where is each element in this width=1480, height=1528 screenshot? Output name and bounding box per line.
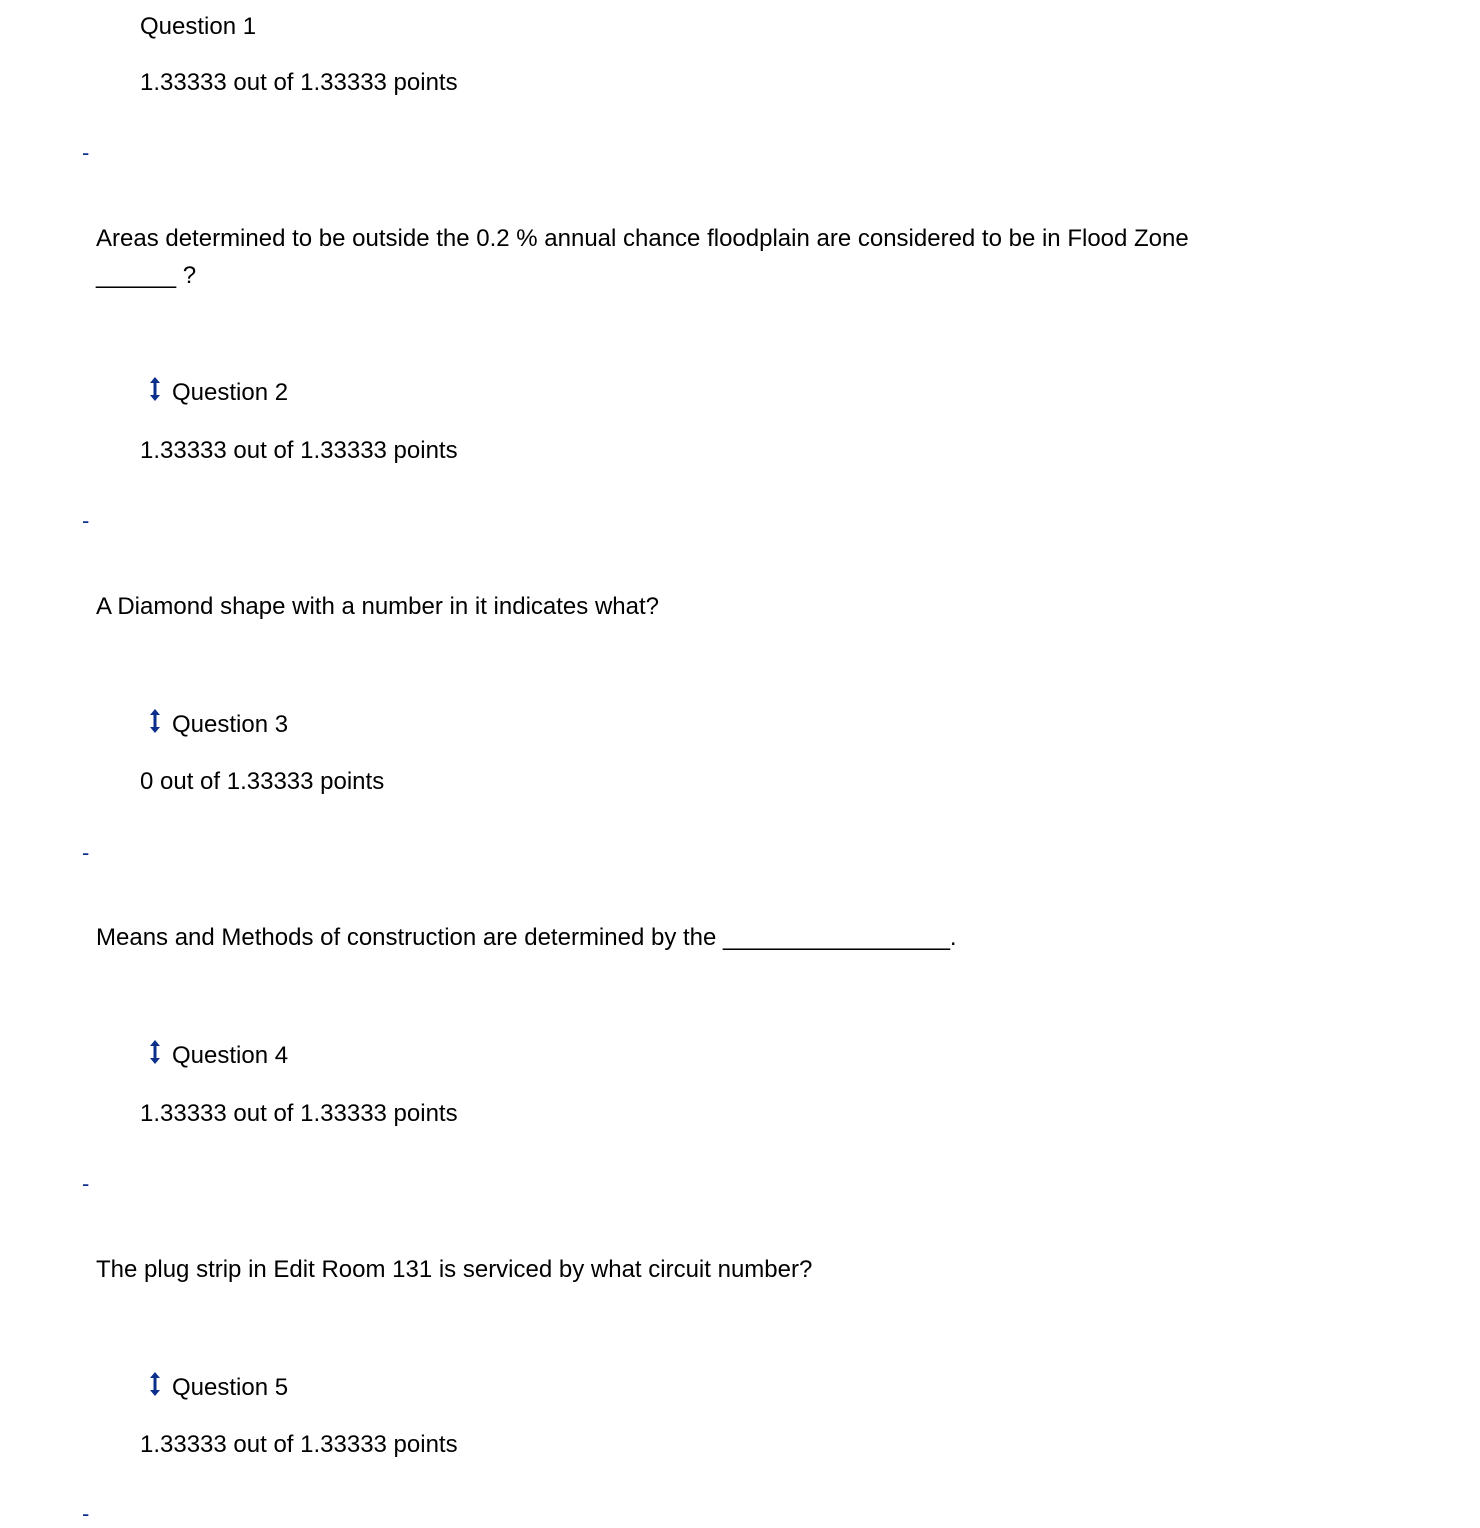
question-3-marker: - xyxy=(82,840,90,865)
question-4-text: The plug strip in Edit Room 131 is serviced by what circuit number? xyxy=(96,1256,813,1283)
question-1-points: 1.33333 out of 1.33333 points xyxy=(140,69,458,96)
vertical-arrows-icon[interactable] xyxy=(148,1371,162,1397)
question-5-points: 1.33333 out of 1.33333 points xyxy=(140,1431,458,1458)
question-2-header xyxy=(144,378,288,408)
question-4-points: 1.33333 out of 1.33333 points xyxy=(140,1100,458,1127)
question-2-text: A Diamond shape with a number in it indicates what? xyxy=(96,593,659,620)
question-3-points: 0 out of 1.33333 points xyxy=(140,768,385,795)
question-3-header xyxy=(144,710,288,740)
question-2-points: 1.33333 out of 1.33333 points xyxy=(140,437,458,464)
question-4-title: Question 4 xyxy=(172,1042,289,1069)
question-3-text: Means and Methods of construction are determined by the _________________. xyxy=(96,924,957,951)
question-4-marker: - xyxy=(82,1171,90,1196)
question-4-header xyxy=(144,1041,288,1071)
question-1-text: Areas determined to be outside the 0.2 % annual chance floodplain are considered to be in Flood Zone ______ ? xyxy=(96,225,1189,289)
question-2-marker: - xyxy=(82,508,90,533)
question-5-header xyxy=(144,1373,288,1403)
question-1-marker: - xyxy=(82,140,90,165)
question-3-title: Question 3 xyxy=(172,711,289,738)
question-2-title: Question 2 xyxy=(172,379,289,406)
question-1-title: Question 1 xyxy=(140,13,257,40)
vertical-arrows-icon[interactable] xyxy=(148,1039,162,1065)
vertical-arrows-icon[interactable] xyxy=(148,708,162,734)
question-1-header xyxy=(140,12,256,42)
question-5-title: Question 5 xyxy=(172,1374,289,1401)
vertical-arrows-icon[interactable] xyxy=(148,376,162,402)
question-5-marker: - xyxy=(82,1501,90,1526)
